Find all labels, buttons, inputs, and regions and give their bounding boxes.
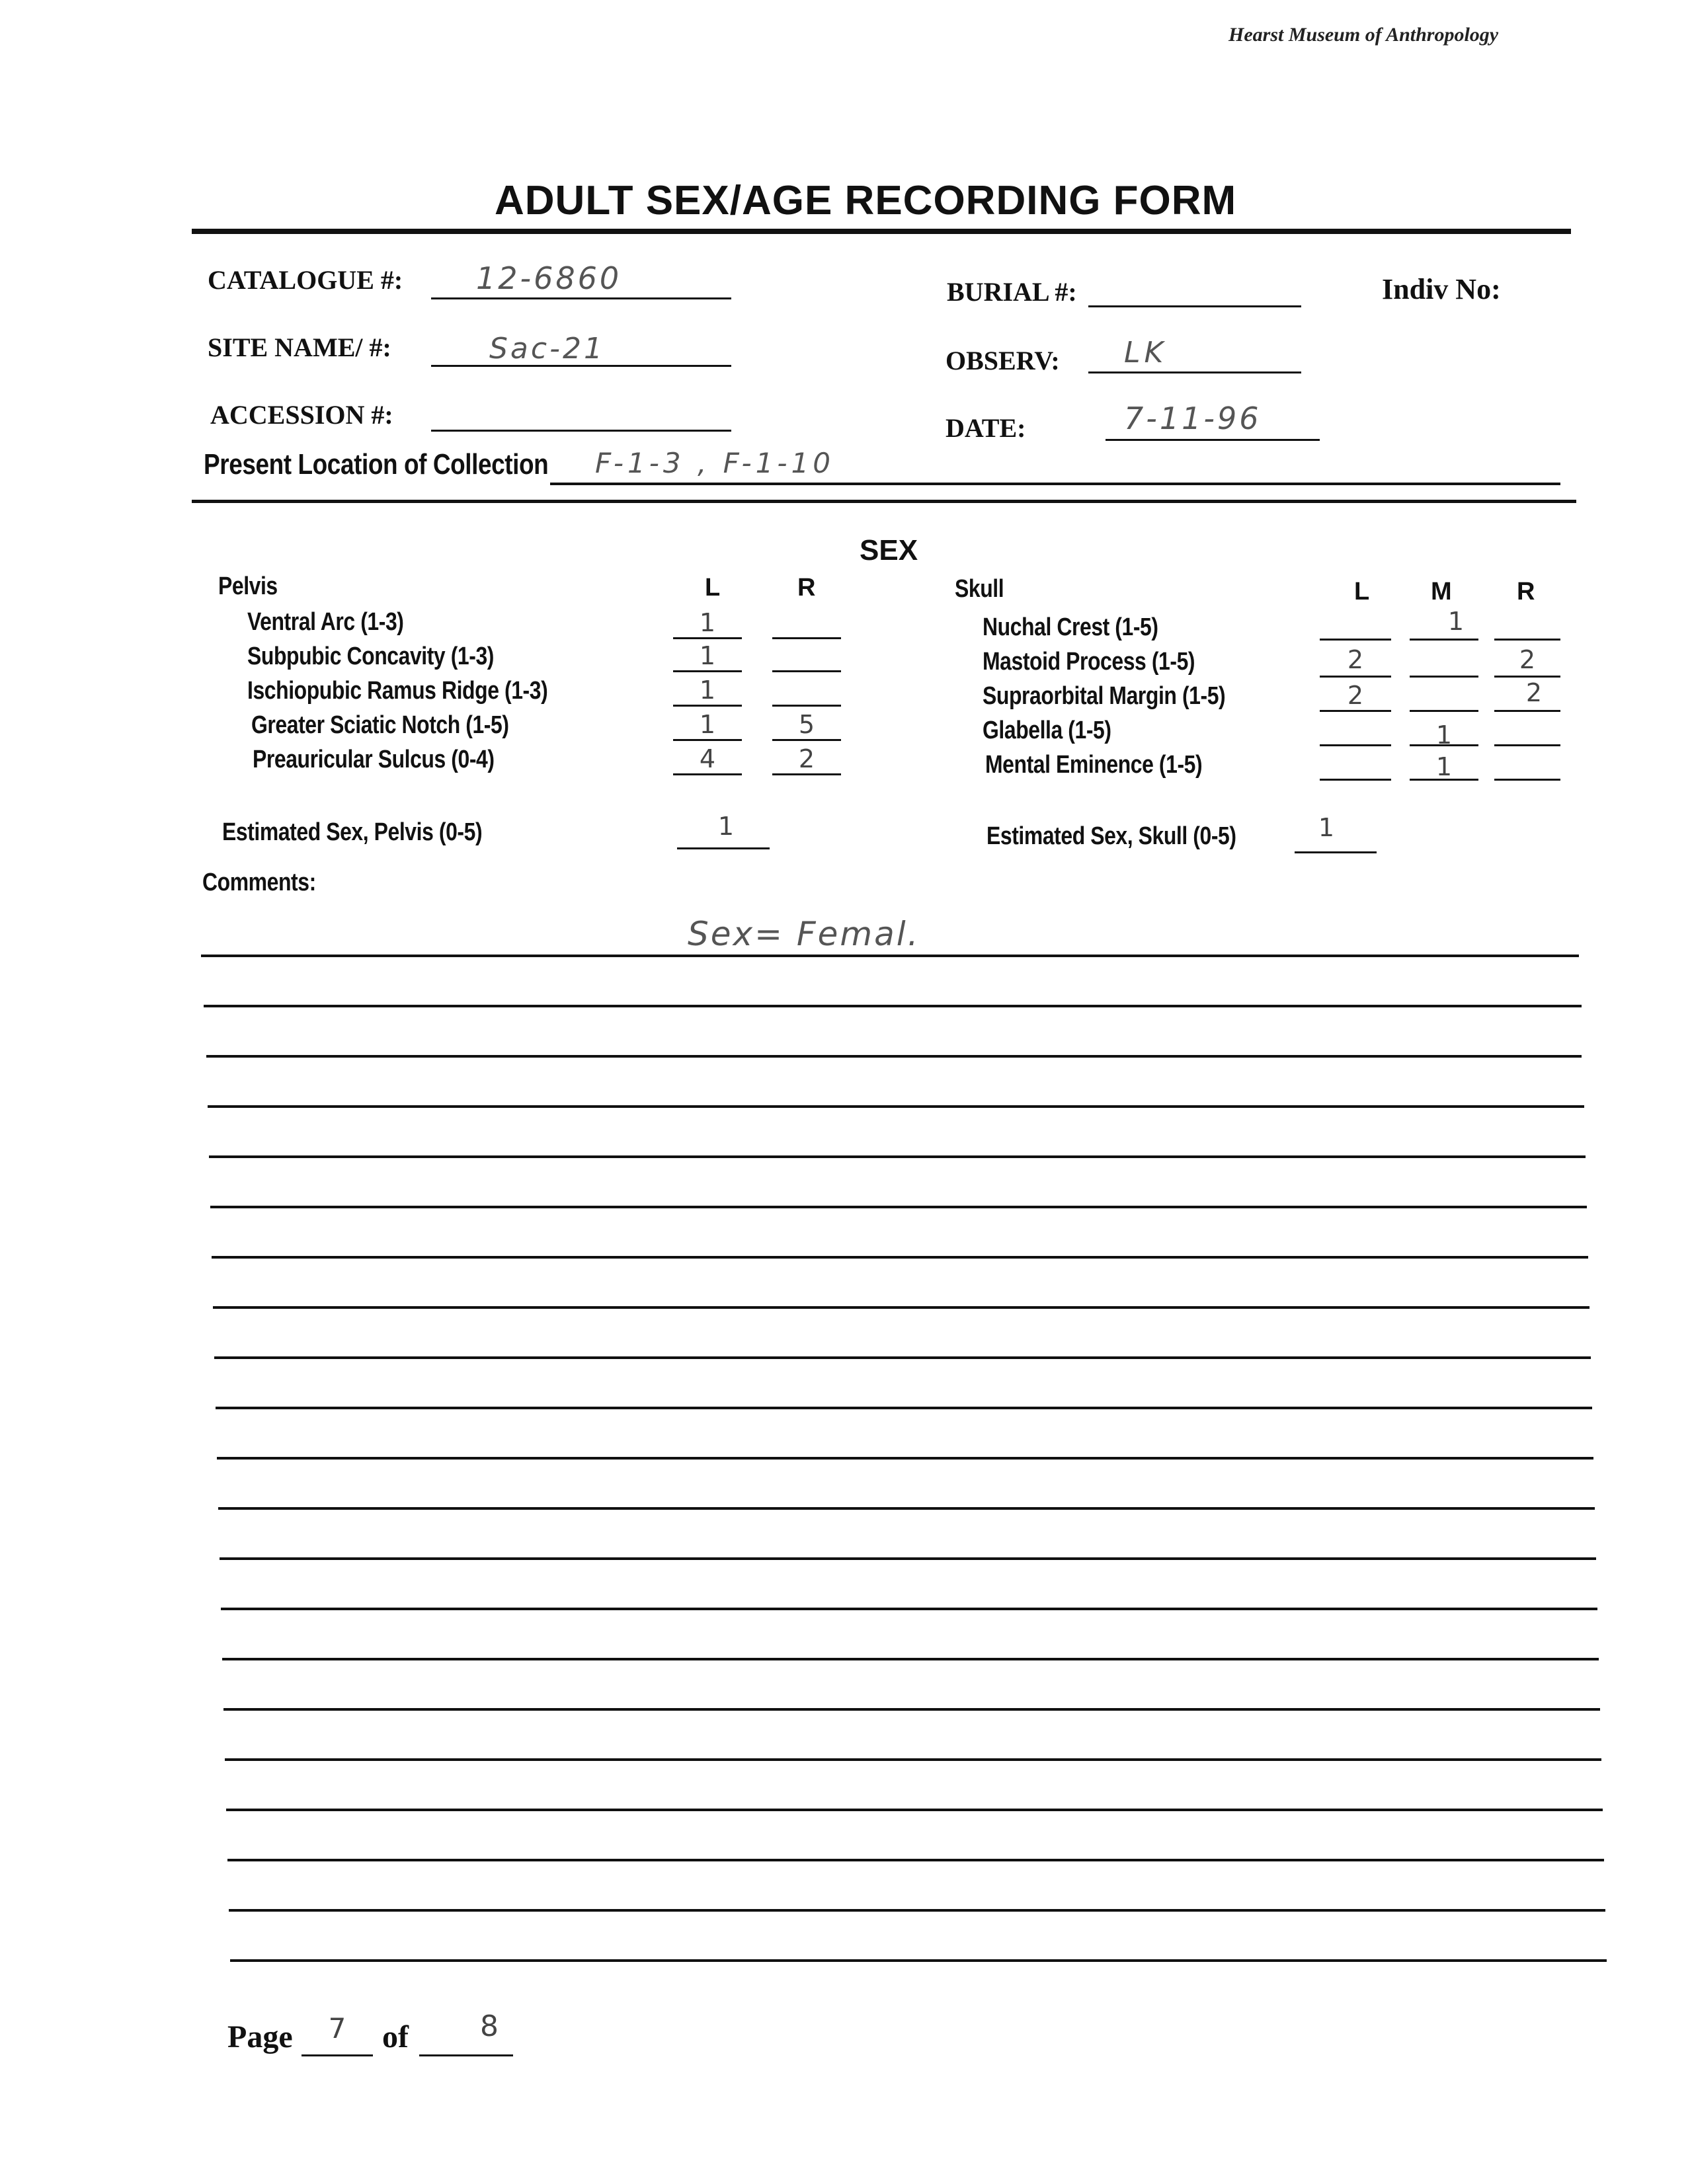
comment-line[interactable]: [230, 1959, 1607, 1962]
comment-line[interactable]: [201, 955, 1579, 957]
pelvis-heading: Pelvis: [218, 572, 278, 600]
comments-label: Comments:: [202, 869, 316, 896]
skull-m-blank[interactable]: [1410, 676, 1478, 678]
skull-estimate-field[interactable]: [1295, 851, 1377, 853]
observ-value: LK: [1124, 336, 1168, 370]
skull-r-value: 2: [1525, 678, 1543, 707]
skull-col-r: R: [1517, 578, 1535, 605]
skull-row-label: Mastoid Process (1-5): [983, 648, 1195, 676]
comment-line[interactable]: [223, 1708, 1600, 1711]
pelvis-estimate-label: Estimated Sex, Pelvis (0-5): [222, 818, 483, 846]
skull-l-value: 2: [1347, 681, 1364, 710]
pelvis-l-value: 4: [699, 744, 716, 773]
skull-col-m: M: [1431, 578, 1452, 605]
comment-line[interactable]: [217, 1457, 1593, 1460]
pelvis-estimate-field[interactable]: [677, 847, 770, 849]
skull-row-label: Supraorbital Margin (1-5): [983, 682, 1226, 710]
observ-label: OBSERV:: [946, 346, 1060, 375]
skull-row-label: Mental Eminence (1-5): [985, 751, 1203, 779]
pelvis-l-blank[interactable]: [673, 773, 742, 775]
comment-line[interactable]: [229, 1909, 1605, 1912]
comment-line[interactable]: [221, 1608, 1597, 1610]
pelvis-col-l: L: [705, 574, 721, 602]
pelvis-l-blank[interactable]: [673, 739, 742, 741]
catalogue-field[interactable]: [431, 297, 731, 299]
date-label: DATE:: [946, 413, 1026, 443]
skull-col-l: L: [1354, 578, 1370, 605]
comment-line[interactable]: [204, 1005, 1582, 1007]
page-current-field[interactable]: [302, 2054, 373, 2056]
page-current-value: 7: [328, 2012, 346, 2045]
burial-field[interactable]: [1088, 305, 1301, 307]
skull-r-blank[interactable]: [1494, 639, 1560, 641]
skull-l-blank[interactable]: [1320, 639, 1391, 641]
pelvis-l-value: 1: [699, 608, 716, 637]
skull-m-value: 1: [1435, 721, 1453, 750]
skull-r-blank[interactable]: [1494, 676, 1560, 678]
pelvis-l-blank[interactable]: [673, 670, 742, 672]
pelvis-r-blank[interactable]: [772, 670, 841, 672]
comments-text: Sex= Femal.: [688, 915, 920, 953]
pelvis-r-blank[interactable]: [772, 739, 841, 741]
pelvis-r-blank[interactable]: [772, 637, 841, 639]
observ-field[interactable]: [1088, 371, 1301, 373]
pelvis-r-value: 2: [798, 744, 815, 773]
title-rule: [192, 229, 1571, 234]
comment-line[interactable]: [213, 1306, 1589, 1309]
pelvis-r-blank[interactable]: [772, 773, 841, 775]
indiv-label: Indiv No:: [1382, 273, 1501, 305]
skull-row-label: Nuchal Crest (1-5): [983, 613, 1158, 641]
pelvis-row-label: Greater Sciatic Notch (1-5): [251, 711, 509, 739]
skull-l-blank[interactable]: [1320, 744, 1391, 746]
skull-r-blank[interactable]: [1494, 710, 1560, 712]
pelvis-row-label: Ischiopubic Ramus Ridge (1-3): [247, 677, 548, 705]
burial-label: BURIAL #:: [947, 277, 1077, 307]
page-label: Page: [227, 2019, 293, 2054]
date-field[interactable]: [1106, 439, 1320, 441]
accession-field[interactable]: [431, 430, 731, 432]
location-value: F-1-3 , F-1-10: [595, 447, 835, 479]
comment-line[interactable]: [226, 1809, 1603, 1811]
date-value: 7-11-96: [1124, 401, 1262, 436]
page-total-field[interactable]: [419, 2054, 513, 2056]
pelvis-l-value: 1: [699, 676, 716, 705]
skull-heading: Skull: [955, 575, 1004, 603]
sex-heading: SEX: [860, 534, 918, 566]
comment-line[interactable]: [206, 1055, 1582, 1058]
page-of-label: of: [382, 2019, 409, 2054]
location-label: Present Location of Collection: [204, 448, 549, 481]
location-field[interactable]: [550, 483, 1560, 485]
skull-estimate-label: Estimated Sex, Skull (0-5): [986, 822, 1236, 850]
skull-m-value: 1: [1447, 607, 1465, 636]
catalogue-label: CATALOGUE #:: [208, 265, 403, 295]
skull-m-blank[interactable]: [1410, 639, 1478, 641]
skull-l-blank[interactable]: [1320, 676, 1391, 678]
pelvis-row-label: Ventral Arc (1-3): [247, 608, 404, 636]
skull-estimate-value: 1: [1318, 813, 1335, 842]
comment-line[interactable]: [214, 1356, 1591, 1359]
pelvis-col-r: R: [797, 574, 816, 602]
museum-stamp: Hearst Museum of Anthropology: [1228, 24, 1499, 46]
comment-line[interactable]: [208, 1105, 1584, 1108]
comment-line[interactable]: [220, 1557, 1596, 1560]
section-rule: [192, 500, 1576, 503]
skull-l-value: 2: [1347, 645, 1364, 674]
comment-line[interactable]: [218, 1507, 1595, 1510]
pelvis-estimate-value: 1: [717, 812, 735, 841]
pelvis-l-blank[interactable]: [673, 705, 742, 707]
skull-l-blank[interactable]: [1320, 779, 1391, 781]
pelvis-l-blank[interactable]: [673, 637, 742, 639]
accession-label: ACCESSION #:: [210, 400, 393, 430]
skull-row-label: Glabella (1-5): [983, 717, 1111, 744]
comment-line[interactable]: [225, 1758, 1601, 1761]
catalogue-value: 12-6860: [476, 260, 622, 296]
pelvis-r-blank[interactable]: [772, 705, 841, 707]
page-total-value: 8: [480, 2009, 499, 2043]
skull-r-blank[interactable]: [1494, 779, 1560, 781]
comment-line[interactable]: [216, 1407, 1592, 1409]
site-value: Sac-21: [489, 332, 605, 366]
comment-line[interactable]: [209, 1155, 1586, 1158]
form-title: ADULT SEX/AGE RECORDING FORM: [495, 178, 1237, 223]
comment-line[interactable]: [222, 1658, 1599, 1660]
skull-m-value: 1: [1435, 752, 1453, 781]
pelvis-row-label: Subpubic Concavity (1-3): [247, 643, 495, 670]
comment-line[interactable]: [227, 1859, 1604, 1861]
site-label: SITE NAME/ #:: [208, 332, 391, 362]
pelvis-r-value: 5: [798, 710, 815, 739]
skull-r-value: 2: [1519, 645, 1536, 674]
pelvis-l-value: 1: [699, 710, 716, 739]
skull-m-blank[interactable]: [1410, 710, 1478, 712]
skull-r-blank[interactable]: [1494, 744, 1560, 746]
comment-line[interactable]: [210, 1206, 1587, 1208]
pelvis-l-value: 1: [699, 641, 716, 670]
comment-line[interactable]: [212, 1256, 1588, 1259]
pelvis-row-label: Preauricular Sulcus (0-4): [253, 746, 495, 773]
skull-l-blank[interactable]: [1320, 710, 1391, 712]
